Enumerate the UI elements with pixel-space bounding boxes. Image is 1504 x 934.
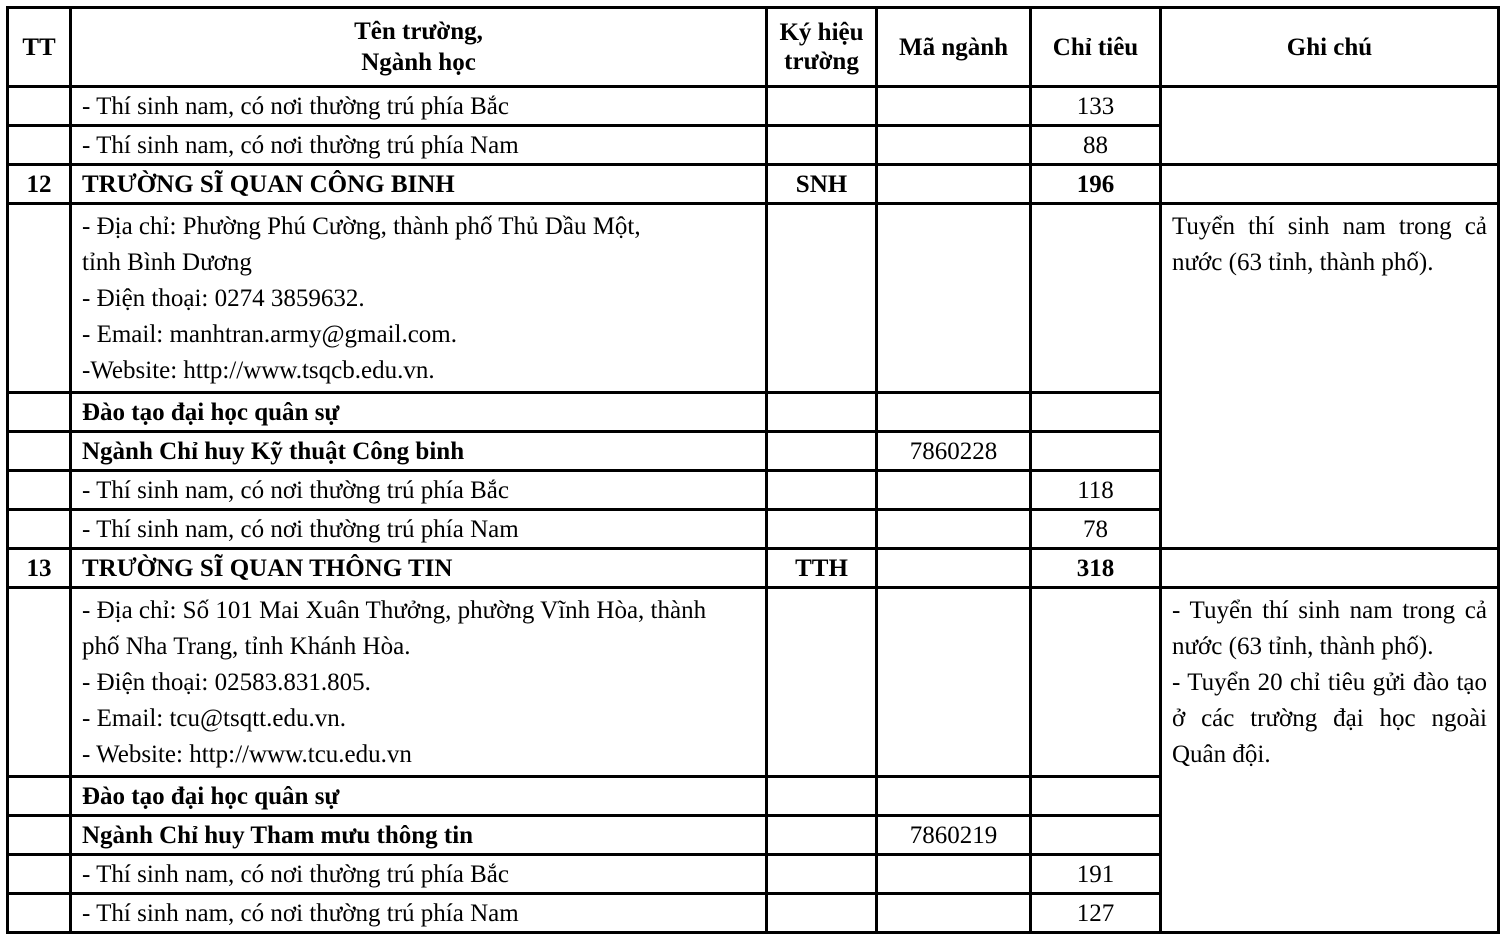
- program-label: Đào tạo đại học quân sự: [71, 393, 767, 432]
- major-code-cell: [877, 588, 1031, 777]
- school-index: 13: [8, 549, 71, 588]
- quota-cell: [1031, 204, 1161, 393]
- quota-cell: [1031, 432, 1161, 471]
- school-code-cell: [767, 777, 877, 816]
- note-cell: [1161, 165, 1499, 204]
- header-school-name-line2: Ngành học: [361, 49, 476, 76]
- school-quota: 318: [1031, 549, 1161, 588]
- quota-cell: [1031, 777, 1161, 816]
- major-code: 7860219: [877, 816, 1031, 855]
- candidate-group-label: - Thí sinh nam, có nơi thường trú phía Nam: [71, 126, 767, 165]
- candidate-group-label: - Thí sinh nam, có nơi thường trú phía Bắc: [71, 855, 767, 894]
- note-line: Tuyển thí sinh nam trong cả nước (63 tỉnh, thành phố).: [1172, 213, 1487, 276]
- school-row: [8, 549, 1499, 588]
- address-line: - Địa chỉ: Số 101 Mai Xuân Thưởng, phường Vĩnh Hòa, thành: [82, 597, 707, 624]
- header-school-code-line2: trường: [784, 48, 859, 75]
- major-code-cell: [877, 204, 1031, 393]
- header-tt: TT: [8, 8, 71, 87]
- major-name: Ngành Chỉ huy Tham mưu thông tin: [71, 816, 767, 855]
- quota-cell: 127: [1031, 894, 1161, 933]
- quota-cell: [1031, 393, 1161, 432]
- major-code-cell: [877, 393, 1031, 432]
- tt-cell: [8, 894, 71, 933]
- major-code-cell: [877, 471, 1031, 510]
- note-line: - Tuyển 20 chỉ tiêu gửi đào tạo ở các trường đại học ngoài Quân đội.: [1172, 669, 1487, 768]
- school-code-cell: [767, 204, 877, 393]
- tt-cell: [8, 87, 71, 126]
- address-line-continued: tỉnh Bình Dương: [82, 249, 252, 276]
- quota-cell: 118: [1031, 471, 1161, 510]
- major-code: 7860228: [877, 432, 1031, 471]
- header-row: [8, 8, 1499, 87]
- school-code-cell: [767, 588, 877, 777]
- program-label: Đào tạo đại học quân sự: [71, 777, 767, 816]
- quota-cell: [1031, 588, 1161, 777]
- candidate-group-label: - Thí sinh nam, có nơi thường trú phía Nam: [71, 894, 767, 933]
- major-code-cell: [877, 549, 1031, 588]
- school-name: TRƯỜNG SĨ QUAN THÔNG TIN: [71, 549, 767, 588]
- admission-quota-table: [6, 6, 1500, 934]
- major-code-cell: [877, 87, 1031, 126]
- major-name: Ngành Chỉ huy Kỹ thuật Công binh: [71, 432, 767, 471]
- address-line: - Địa chỉ: Phường Phú Cường, thành phố Thủ Dầu Một,: [82, 213, 641, 240]
- school-code-cell: [767, 816, 877, 855]
- tt-cell: [8, 777, 71, 816]
- candidate-group-label: - Thí sinh nam, có nơi thường trú phía Nam: [71, 510, 767, 549]
- header-major-code: Mã ngành: [877, 8, 1031, 87]
- tt-cell: [8, 510, 71, 549]
- school-code-cell: [767, 126, 877, 165]
- quota-cell: 88: [1031, 126, 1161, 165]
- school-code: TTH: [767, 549, 877, 588]
- tt-cell: [8, 855, 71, 894]
- school-note: [1161, 588, 1499, 933]
- major-code-cell: [877, 126, 1031, 165]
- school-info-row: [8, 588, 1499, 777]
- school-code-cell: [767, 471, 877, 510]
- school-code-cell: [767, 510, 877, 549]
- header-school-name-line1: Tên trường,: [354, 18, 483, 45]
- tt-cell: [8, 432, 71, 471]
- school-code-cell: [767, 432, 877, 471]
- quota-cell: 133: [1031, 87, 1161, 126]
- school-name: TRƯỜNG SĨ QUAN CÔNG BINH: [71, 165, 767, 204]
- tt-cell: [8, 393, 71, 432]
- tt-cell: [8, 126, 71, 165]
- header-quota: Chỉ tiêu: [1031, 8, 1161, 87]
- school-code-cell: [767, 855, 877, 894]
- school-code: SNH: [767, 165, 877, 204]
- header-note: Ghi chú: [1161, 8, 1499, 87]
- tt-cell: [8, 471, 71, 510]
- note-cell: [1161, 549, 1499, 588]
- school-index: 12: [8, 165, 71, 204]
- school-info: [71, 204, 767, 393]
- note-line: - Tuyển thí sinh nam trong cả nước (63 tỉnh, thành phố).: [1172, 597, 1487, 660]
- address-line-continued: phố Nha Trang, tỉnh Khánh Hòa.: [82, 633, 411, 660]
- quota-cell: 78: [1031, 510, 1161, 549]
- school-code-cell: [767, 894, 877, 933]
- school-row: [8, 165, 1499, 204]
- school-quota: 196: [1031, 165, 1161, 204]
- quota-cell: 191: [1031, 855, 1161, 894]
- header-school-code: [767, 8, 877, 87]
- header-school-code-line1: Ký hiệu: [779, 19, 864, 46]
- email-line: - Email: tcu@tsqtt.edu.vn.: [82, 705, 346, 732]
- tt-cell: [8, 204, 71, 393]
- major-code-cell: [877, 894, 1031, 933]
- major-code-cell: [877, 777, 1031, 816]
- quota-cell: [1031, 816, 1161, 855]
- tt-cell: [8, 588, 71, 777]
- header-school-name: [71, 8, 767, 87]
- major-code-cell: [877, 855, 1031, 894]
- major-code-cell: [877, 510, 1031, 549]
- tt-cell: [8, 816, 71, 855]
- school-code-cell: [767, 87, 877, 126]
- major-code-cell: [877, 165, 1031, 204]
- phone-line: - Điện thoại: 0274 3859632.: [82, 285, 365, 312]
- school-info-row: [8, 204, 1499, 393]
- website-line: -Website: http://www.tsqcb.edu.vn.: [82, 357, 435, 384]
- school-code-cell: [767, 393, 877, 432]
- phone-line: - Điện thoại: 02583.831.805.: [82, 669, 371, 696]
- table-row: [8, 87, 1499, 126]
- candidate-group-label: - Thí sinh nam, có nơi thường trú phía Bắc: [71, 87, 767, 126]
- school-info: [71, 588, 767, 777]
- email-line: - Email: manhtran.army@gmail.com.: [82, 321, 457, 348]
- school-note: [1161, 204, 1499, 549]
- website-line: - Website: http://www.tcu.edu.vn: [82, 741, 412, 768]
- candidate-group-label: - Thí sinh nam, có nơi thường trú phía Bắc: [71, 471, 767, 510]
- note-cell: [1161, 87, 1499, 165]
